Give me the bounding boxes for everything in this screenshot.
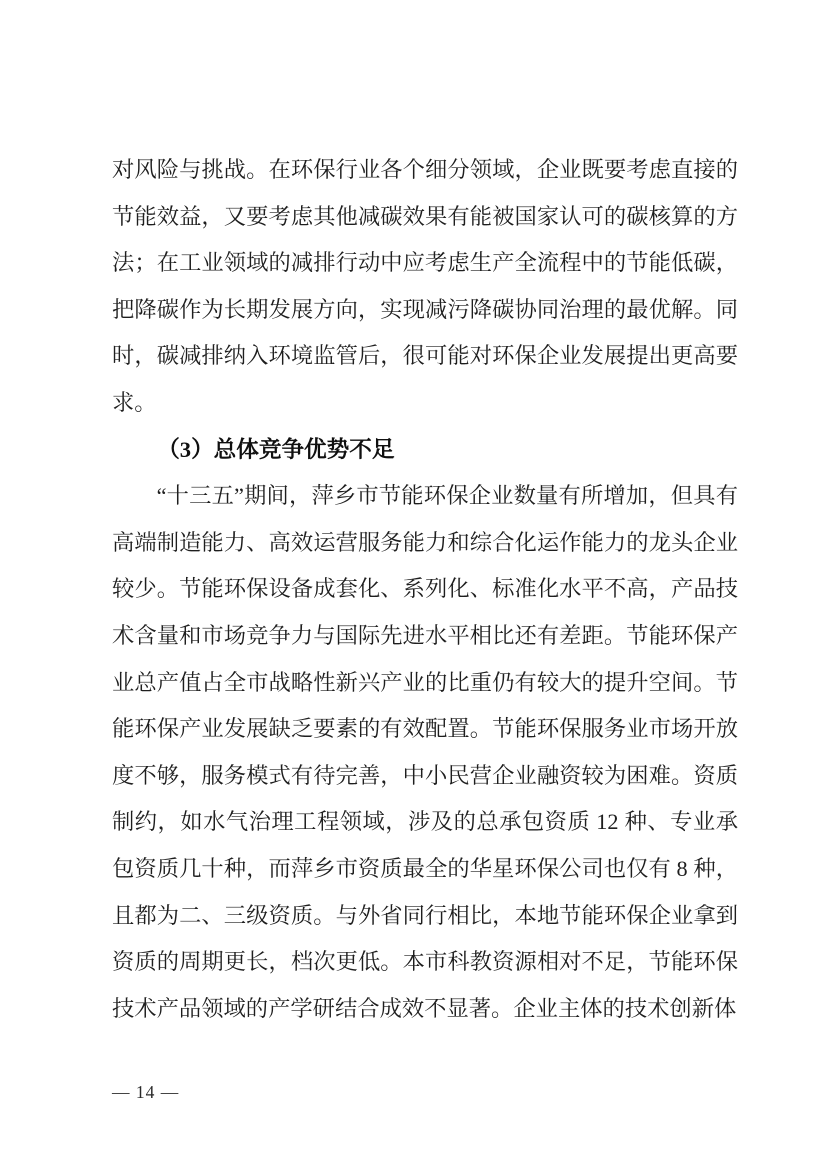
paragraph-risk-challenge: 对风险与挑战。在环保行业各个细分领域，企业既要考虑直接的节能效益，又要考虑其他减碳效果有能被国家认可的碳核算的方法；在工业领域的减排行动中应考虑生产全流程中的节能低碳，把降碳作为长期发展方向，实现减污降碳协同治理的最优解。同时，碳减排纳入环境监管后，很可能对环保企业发展提出更高要求。 — [112, 157, 738, 415]
paragraph-competitive-analysis: “十三五”期间，萍乡市节能环保企业数量有所增加，但具有高端制造能力、高效运营服务能力和综合化运作能力的龙头企业较少。节能环保设备成套化、系列化、标准化水平不高，产品技术含量和市场竞争力与国际先进水平相比还有差距。节能环保产业总产值占全市战略性新兴产业的比重仍有较大的提升空间。节能环保产业发展缺乏要素的有效配置。节能环保服务业市场开放度不够，服务模式有待完善，中小民营企业融资较为困难。资质制约，如水气治理工程领域，涉及的总承包资质 12 种、专业承包资质几十种，而萍乡市资质最全的华星环保公司也仅有 8 种，且都为二、三级资质。与外省同行相比，本地节能环保企业拿到资质的周期更长，档次更低。本市科教资源相对不足，节能环保技术产品领域的产学研结合成效不显著。企业主体的技术创新体 — [112, 483, 738, 1021]
text-block — [112, 147, 738, 1032]
section-heading-overall-competitive-disadvantage: （3）总体竞争优势不足 — [157, 436, 395, 462]
page-number: — 14 — — [112, 1082, 180, 1102]
